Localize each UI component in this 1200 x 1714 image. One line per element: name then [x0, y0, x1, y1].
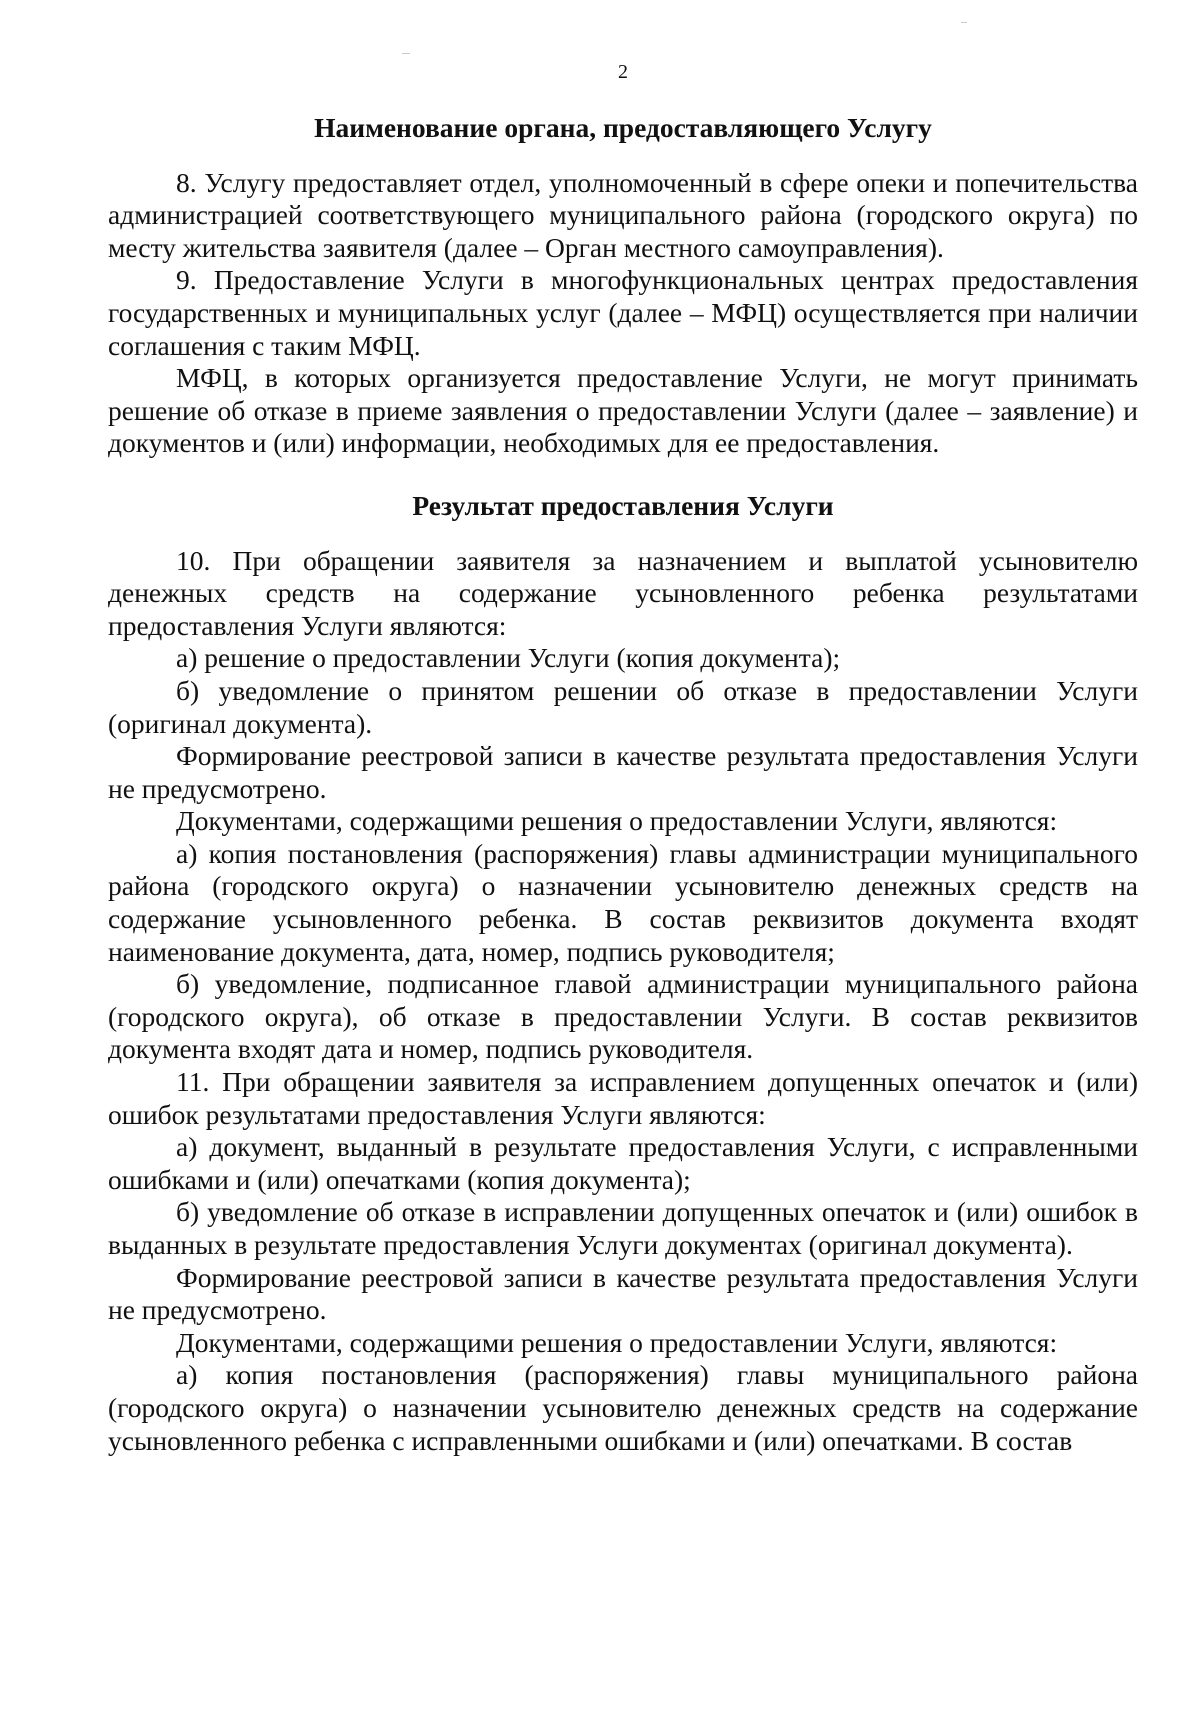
paragraph-10: 10. При обращении заявителя за назначением и выплатой усыновителю денежных средств на содержание усыновленного ребенка результатами предоставления Услуги являются: — [108, 544, 1138, 641]
paragraph-documents-intro: Документами, содержащими решения о предоставлении Услуги, являются: — [176, 805, 1058, 837]
paragraph-registry-note-2: Формирование реестровой записи в качестве результата предоставления Услуги не предусмотрено. — [108, 1261, 1138, 1326]
scan-mark-top — [402, 53, 410, 54]
section-heading: Наименование органа, предоставляющего Услугу — [314, 112, 932, 143]
scan-mark-top-right — [961, 22, 967, 23]
list-item-10b: б) уведомление о принятом решении об отказе в предоставлении Услуги (оригинал документа). — [108, 674, 1138, 739]
list-item-docs-a: а) копия постановления (распоряжения) главы администрации муниципального района (городского округа) о назначении усыновителю денежных средств на содержание усыновленного ребенка. В состав реквизитов документа входят наименование документа, дата, номер, подпись руководителя; — [108, 837, 1138, 967]
paragraph-8: 8. Услугу предоставляет отдел, уполномоченный в сфере опеки и попечительства администрацией соответствующего муниципального района (городского округа) по месту жительства заявителя (далее – Орган местного самоуправления). — [108, 166, 1138, 263]
page-number: 2 — [618, 61, 628, 83]
paragraph-11: 11. При обращении заявителя за исправлением допущенных опечаток и (или) ошибок результатами предоставления Услуги являются: — [108, 1066, 1138, 1130]
paragraph-documents-intro-2: Документами, содержащими решения о предоставлении Услуги, являются: — [176, 1326, 1058, 1358]
section-service-result — [108, 490, 1138, 1457]
paragraph-mfc: МФЦ, в которых организуется предоставление Услуги, не могут принимать решение об отказе в приеме заявления о предоставлении Услуги (далее – заявление) и документов и (или) информации, необходимых для ее предоставления. — [108, 362, 1138, 459]
paragraph-registry-note: Формирование реестровой записи в качестве результата предоставления Услуги не предусмотрено. — [108, 740, 1138, 804]
list-item-10a: а) решение о предоставлении Услуги (копия документа); — [176, 642, 841, 674]
list-item-11a: а) документ, выданный в результате предоставления Услуги, с исправленными ошибками и (или) опечатками (копия документа); — [108, 1131, 1138, 1195]
section-heading: Результат предоставления Услуги — [412, 489, 834, 521]
document-page — [108, 56, 1138, 1457]
paragraph-9: 9. Предоставление Услуги в многофункциональных центрах предоставления государственных и муниципальных услуг (далее – МФЦ) осуществляется при наличии соглашения с таким МФЦ. — [108, 264, 1138, 361]
list-item-docs-b: б) уведомление, подписанное главой администрации муниципального района (городского округа), об отказе в предоставлении Услуги. В состав реквизитов документа входят дата и номер, подпись руководителя. — [108, 968, 1138, 1065]
section-service-provider — [108, 112, 1138, 460]
list-item-docs-a-2: а) копия постановления (распоряжения) главы муниципального района (городского округа) о назначении усыновителю денежных средств на содержание усыновленного ребенка с исправленными ошибками и (или) опечатками. В состав — [108, 1359, 1138, 1456]
list-item-11b: б) уведомление об отказе в исправлении допущенных опечаток и (или) ошибок в выданных в результате предоставления Услуги документах (оригинал документа). — [108, 1196, 1138, 1260]
